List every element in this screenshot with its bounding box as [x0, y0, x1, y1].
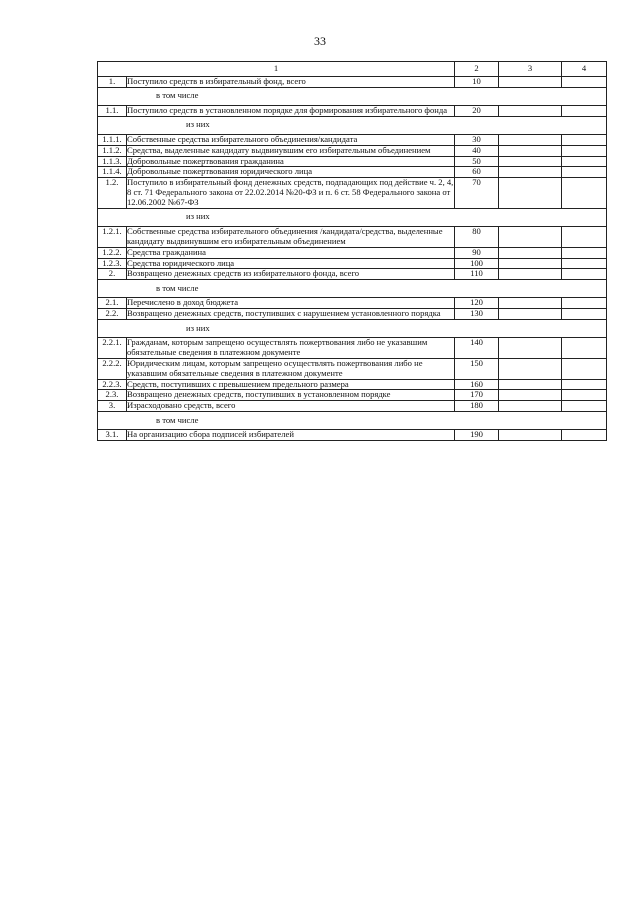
table-row — [98, 430, 607, 441]
row-value-col-4 — [562, 379, 607, 390]
row-number: 1.1.4. — [98, 167, 127, 178]
row-number: 2.2.3. — [98, 379, 127, 390]
row-value-col-3 — [499, 390, 562, 401]
page-number: 33 — [314, 34, 326, 48]
table-row — [98, 145, 607, 156]
row-value-col-3 — [499, 167, 562, 178]
row-value-col-4 — [562, 338, 607, 359]
table-row — [98, 258, 607, 269]
row-value-col-3 — [499, 338, 562, 359]
row-description: Добровольные пожертвования юридического лица — [127, 167, 455, 178]
row-value-col-3 — [499, 247, 562, 258]
row-value-col-3 — [499, 258, 562, 269]
row-value-col-4 — [562, 226, 607, 247]
row-value-col-4 — [562, 430, 607, 441]
row-code: 160 — [455, 379, 499, 390]
row-value-col-4 — [562, 258, 607, 269]
table-row — [98, 358, 607, 379]
row-code: 20 — [455, 105, 499, 116]
row-number: 2. — [98, 269, 127, 280]
row-value-col-3 — [499, 156, 562, 167]
table-subheader-row — [98, 280, 607, 298]
row-value-col-4 — [562, 247, 607, 258]
row-code: 10 — [455, 77, 499, 88]
table-row — [98, 247, 607, 258]
subheader-text: в том числе — [156, 90, 199, 101]
table-row — [98, 77, 607, 88]
header-col-4: 4 — [562, 62, 607, 77]
table-row — [98, 379, 607, 390]
row-number: 1.1.1. — [98, 134, 127, 145]
table-row — [98, 226, 607, 247]
subheader-text: из них — [186, 211, 210, 222]
row-number: 3. — [98, 401, 127, 412]
row-value-col-3 — [499, 178, 562, 209]
row-code: 190 — [455, 430, 499, 441]
row-value-col-3 — [499, 401, 562, 412]
row-description: Юридическим лицам, которым запрещено осуществлять пожертвования либо не указавшим обязательные сведения в платежном документе — [127, 358, 455, 379]
table-row — [98, 178, 607, 209]
row-description: Добровольные пожертвования гражданина — [127, 156, 455, 167]
row-value-col-4 — [562, 309, 607, 320]
row-description: Возвращено денежных средств, поступивших с нарушением установленного порядка — [127, 309, 455, 320]
row-value-col-3 — [499, 298, 562, 309]
row-code: 90 — [455, 247, 499, 258]
row-value-col-4 — [562, 156, 607, 167]
subheader-cell — [98, 208, 607, 226]
row-value-col-4 — [562, 134, 607, 145]
row-description: Возвращено денежных средств, поступивших в установленном порядке — [127, 390, 455, 401]
row-number: 1.2. — [98, 178, 127, 209]
subheader-cell — [98, 87, 607, 105]
row-value-col-4 — [562, 298, 607, 309]
table-subheader-row — [98, 116, 607, 134]
row-value-col-4 — [562, 105, 607, 116]
table-row — [98, 134, 607, 145]
row-code: 180 — [455, 401, 499, 412]
row-number: 1.2.3. — [98, 258, 127, 269]
row-number: 3.1. — [98, 430, 127, 441]
header-col-2: 2 — [455, 62, 499, 77]
row-description: Средства юридического лица — [127, 258, 455, 269]
row-code: 110 — [455, 269, 499, 280]
row-number: 1.1.2. — [98, 145, 127, 156]
row-description: Собственные средства избирательного объединения /кандидата/средства, выделенные кандидату выдвинувшим его избирательным объединением — [127, 226, 455, 247]
row-value-col-3 — [499, 145, 562, 156]
table-subheader-row — [98, 320, 607, 338]
subheader-cell — [98, 412, 607, 430]
row-code: 170 — [455, 390, 499, 401]
table-subheader-row — [98, 412, 607, 430]
subheader-text: из них — [186, 322, 210, 333]
row-code: 80 — [455, 226, 499, 247]
row-value-col-3 — [499, 269, 562, 280]
row-value-col-4 — [562, 77, 607, 88]
table-row — [98, 269, 607, 280]
subheader-cell — [98, 320, 607, 338]
row-number: 1. — [98, 77, 127, 88]
row-description: Средства, выделенные кандидату выдвинувшим его избирательным объединением — [127, 145, 455, 156]
row-number: 2.3. — [98, 390, 127, 401]
row-description: Средств, поступивших с превышением предельного размера — [127, 379, 455, 390]
row-number: 1.2.1. — [98, 226, 127, 247]
row-number: 2.1. — [98, 298, 127, 309]
row-value-col-3 — [499, 105, 562, 116]
row-code: 30 — [455, 134, 499, 145]
row-description: На организацию сбора подписей избирателей — [127, 430, 455, 441]
row-code: 130 — [455, 309, 499, 320]
row-description: Возвращено денежных средств из избирательного фонда, всего — [127, 269, 455, 280]
table-row — [98, 309, 607, 320]
table-row — [98, 338, 607, 359]
row-value-col-3 — [499, 226, 562, 247]
table-header-row — [98, 62, 607, 77]
row-value-col-3 — [499, 134, 562, 145]
row-value-col-4 — [562, 401, 607, 412]
row-code: 150 — [455, 358, 499, 379]
financial-report-table — [97, 61, 607, 441]
row-code: 60 — [455, 167, 499, 178]
table-subheader-row — [98, 87, 607, 105]
row-code: 100 — [455, 258, 499, 269]
table-row — [98, 390, 607, 401]
row-description: Гражданам, которым запрещено осуществлять пожертвования либо не указавшим обязательные сведения в платежном документе — [127, 338, 455, 359]
row-number: 1.1.3. — [98, 156, 127, 167]
subheader-cell — [98, 116, 607, 134]
table-row — [98, 105, 607, 116]
subheader-text: из них — [186, 119, 210, 130]
row-value-col-3 — [499, 358, 562, 379]
row-code: 140 — [455, 338, 499, 359]
row-value-col-3 — [499, 309, 562, 320]
row-value-col-3 — [499, 379, 562, 390]
row-description: Израсходовано средств, всего — [127, 401, 455, 412]
row-description: Перечислено в доход бюджета — [127, 298, 455, 309]
table-row — [98, 167, 607, 178]
row-description: Поступило в избирательный фонд денежных средств, подпадающих под действие ч. 2, 4, 8 ст. 71 Федерального закона от 22.02.2014 №20-ФЗ и п. 6 ст. 58 Федерального закона от 12.06.2002 №67-ФЗ — [127, 177, 454, 207]
row-value-col-3 — [499, 430, 562, 441]
row-value-col-4 — [562, 358, 607, 379]
row-value-col-3 — [499, 77, 562, 88]
table-row — [98, 156, 607, 167]
row-value-col-4 — [562, 167, 607, 178]
subheader-text: в том числе — [156, 282, 199, 293]
row-value-col-4 — [562, 269, 607, 280]
row-value-col-4 — [562, 145, 607, 156]
row-description: Собственные средства избирательного объединения/кандидата — [127, 134, 455, 145]
header-col-1: 1 — [98, 62, 455, 77]
row-number: 1.2.2. — [98, 247, 127, 258]
row-code: 50 — [455, 156, 499, 167]
row-code: 70 — [455, 178, 499, 209]
row-number: 2.2.1. — [98, 338, 127, 359]
table-row — [98, 298, 607, 309]
subheader-text: в том числе — [156, 414, 199, 425]
row-value-col-4 — [562, 390, 607, 401]
row-code: 40 — [455, 145, 499, 156]
table-row — [98, 401, 607, 412]
header-col-3: 3 — [499, 62, 562, 77]
row-number: 2.2.2. — [98, 358, 127, 379]
row-description: Поступило средств в установленном порядке для формирования избирательного фонда — [127, 105, 455, 116]
row-code: 120 — [455, 298, 499, 309]
row-description: Поступило средств в избирательный фонд, всего — [127, 77, 455, 88]
subheader-cell — [98, 280, 607, 298]
row-description: Средства гражданина — [127, 247, 455, 258]
table-subheader-row — [98, 208, 607, 226]
row-value-col-4 — [562, 178, 607, 209]
row-number: 2.2. — [98, 309, 127, 320]
row-number: 1.1. — [98, 105, 127, 116]
